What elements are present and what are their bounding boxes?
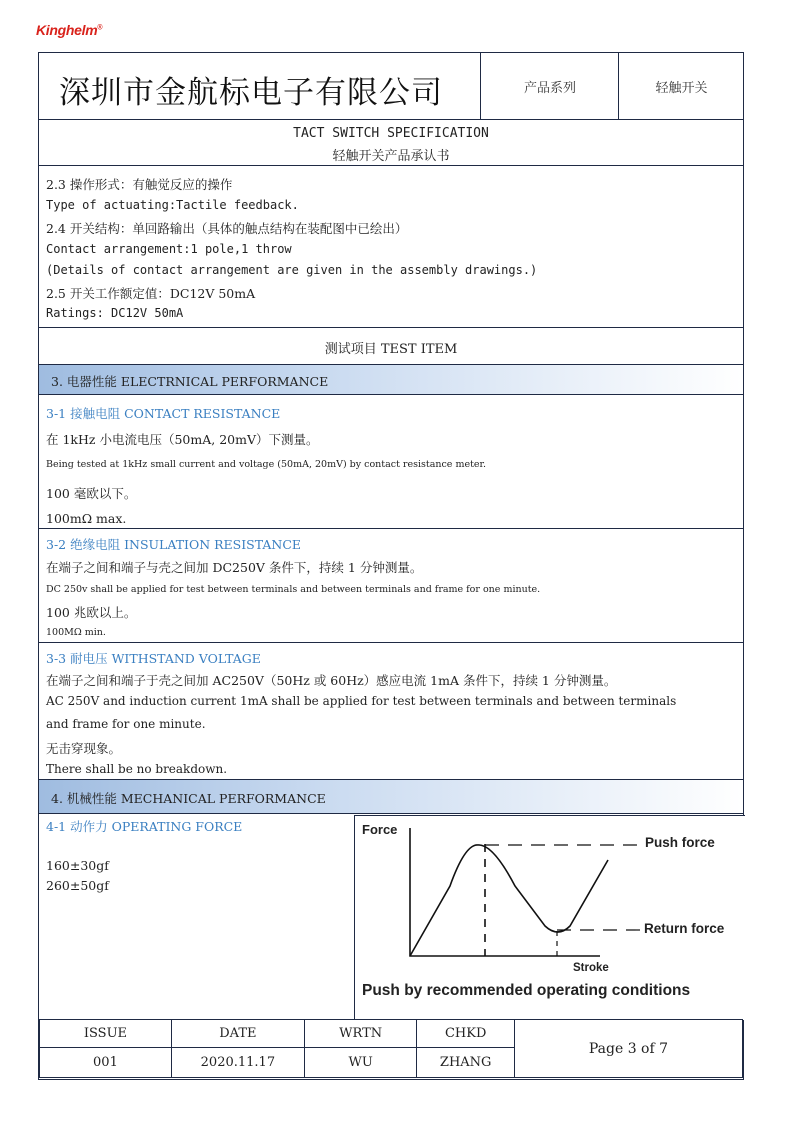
section-text: Being tested at 1kHz small current and voltage (50mA, 20mV) by contact resistance meter. <box>46 459 487 470</box>
force-curve-figure <box>355 816 745 1020</box>
mechanical-heading: 4. 机械性能 MECHANICAL PERFORMANCE <box>39 780 743 814</box>
series-value: 轻触开关 <box>618 53 744 119</box>
page-number: Page 3 of 7 <box>514 1020 742 1078</box>
section-text: DC 250v shall be applied for test between terminals and between terminals and frame for one minute. <box>46 584 541 595</box>
spec-line: Contact arrangement:1 pole,1 throw <box>46 242 292 256</box>
section-text: and frame for one minute. <box>46 717 206 731</box>
section-text: There shall be no breakdown. <box>46 762 228 776</box>
header-row <box>39 53 743 120</box>
section-text: 在 1kHz 小电流电压（50mA, 20mV）下测量。 <box>46 432 319 447</box>
section-text: 在端子之间和端子与壳之间加 DC250V 条件下，持续 1 分钟测量。 <box>46 560 423 575</box>
y-axis-label: Force <box>362 822 398 837</box>
graph-caption: Push by recommended operating conditions <box>362 982 691 999</box>
force-value: 160±30gf <box>46 858 109 873</box>
section-text: 100 毫欧以下。 <box>46 486 137 501</box>
push-force-label: Push force <box>645 835 715 850</box>
electrical-heading: 3. 电器性能 ELECTRNICAL PERFORMANCE <box>39 365 743 395</box>
x-axis-label: Stroke <box>573 962 609 974</box>
footer-header: DATE <box>171 1020 304 1048</box>
footer-header: WRTN <box>304 1020 417 1048</box>
section-text: 100 兆欧以上。 <box>46 605 137 620</box>
spec-line: (Details of contact arrangement are given in the assembly drawings.) <box>46 263 538 277</box>
section-text: 100MΩ min. <box>46 627 106 638</box>
force-value: 260±50gf <box>46 878 109 893</box>
spec-line: 2.5 开关工作额定值：DC12V 50mA <box>46 286 256 301</box>
footer-value: 001 <box>40 1048 172 1078</box>
section-title: 3-2 绝缘电阻 INSULATION RESISTANCE <box>46 537 302 552</box>
brand-logo: Kinghelm® <box>36 22 103 38</box>
footer-header: ISSUE <box>40 1020 172 1048</box>
spec-line: 2.4 开关结构：单回路输出（具体的触点结构在装配图中已绘出） <box>46 221 408 236</box>
force-title: 4-1 动作力 OPERATING FORCE <box>46 819 243 834</box>
spec-line: 2.3 操作形式：有触觉反应的操作 <box>46 177 233 192</box>
section-text: AC 250V and induction current 1mA shall be applied for test between terminals and between terminals <box>46 694 677 708</box>
section-text: 100mΩ max. <box>46 511 127 526</box>
footer-header: CHKD <box>417 1020 514 1048</box>
series-label: 产品系列 <box>480 53 619 119</box>
force-stroke-graph <box>354 815 745 1020</box>
specs-block <box>39 166 743 328</box>
section-title: 3-3 耐电压 WITHSTAND VOLTAGE <box>46 651 261 666</box>
section-title: 3-1 接触电阻 CONTACT RESISTANCE <box>46 406 281 421</box>
spec-line: Type of actuating:Tactile feedback. <box>46 198 299 212</box>
section-text: 在端子之间和端子于壳之间加 AC250V（50Hz 或 60Hz）感应电流 1mA 条件下，持续 1 分钟测量。 <box>46 673 617 688</box>
spec-line: Ratings: DC12V 50mA <box>46 306 184 320</box>
spec-sheet <box>38 52 744 1080</box>
test-item-row <box>39 328 743 365</box>
title-row <box>39 120 743 166</box>
section-text: 无击穿现象。 <box>46 741 122 756</box>
footer-value: 2020.11.17 <box>171 1048 304 1078</box>
footer-value: WU <box>304 1048 417 1078</box>
title-zh: 轻触开关产品承认书 <box>332 149 450 164</box>
contact-resistance-section <box>39 395 743 529</box>
insulation-resistance-section <box>39 529 743 643</box>
graph-axes <box>410 828 600 956</box>
test-item-title: 测试项目 TEST ITEM <box>324 342 458 357</box>
force-curve <box>410 845 608 956</box>
company-name: 深圳市金航标电子有限公司 <box>59 75 443 111</box>
return-force-label: Return force <box>644 921 725 936</box>
withstand-voltage-section <box>39 643 743 780</box>
footer-table <box>39 1019 743 1078</box>
footer-value: ZHANG <box>417 1048 514 1078</box>
title-en: TACT SWITCH SPECIFICATION <box>293 126 489 141</box>
